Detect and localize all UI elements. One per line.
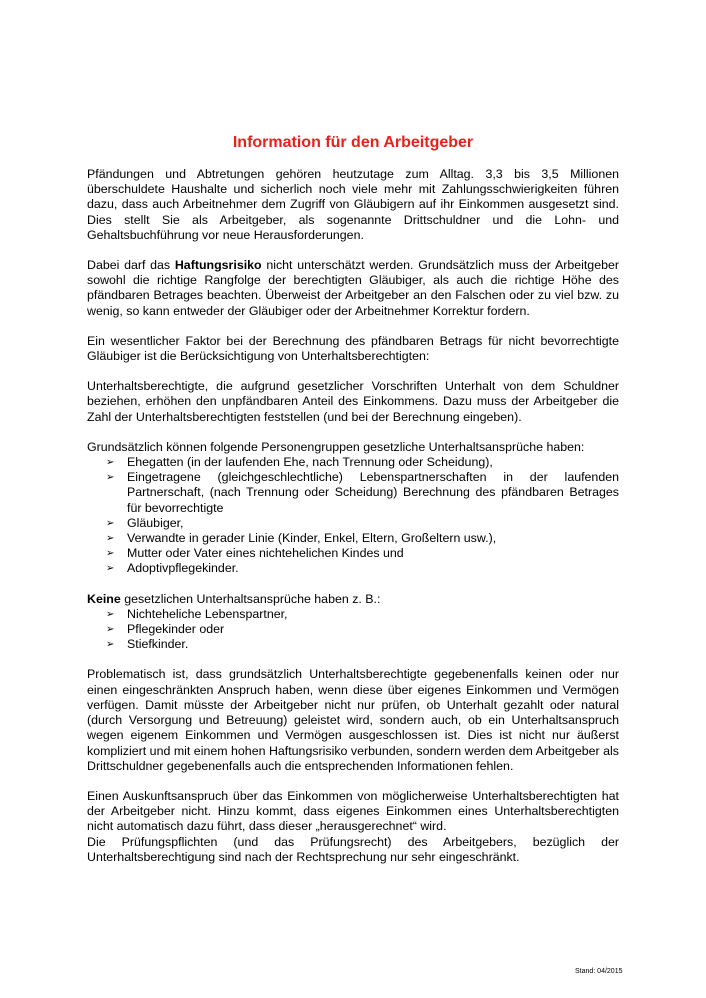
liability-keyword: Haftungsrisiko [174,258,262,273]
information-claim-paragraph: Einen Auskunftsanspruch über das Einkommen von möglicherweise Unterhaltsberechtigten hat der Arbeitgeber nicht. Hinzu kommt, dass eigenes Einkommen eines Unterhaltsberechtigten nicht automatisch dazu führt, dass dieser „herausgerechnet“ wird. [87,788,619,834]
list-item: ➢ Pflegekinder oder [106,622,225,637]
arrow-bullet-icon: ➢ [106,563,115,575]
list-item: ➢ Eingetragene (gleichgeschlechtliche) Lebenspartnerschaften in der laufenden Partnerschaft, (nach Trennung oder Scheidung) Berechnung des pfändbaren Betrages für bevorrechtigte [106,470,619,515]
non-entitled-list [87,607,619,653]
no-claims-keyword: Keine [87,591,121,606]
arrow-bullet-icon: ➢ [106,548,115,560]
groups-intro-paragraph: Grundsätzlich können folgende Personengruppen gesetzliche Unterhaltsansprüche haben: [87,439,585,454]
arrow-bullet-icon: ➢ [106,457,115,469]
entitled-groups-list [87,455,619,577]
problem-paragraph: Problematisch ist, dass grundsätzlich Unterhaltsberechtigte gegebenenfalls keinen oder nur einen eingeschränkten Anspruch haben, wenn diese über eigenes Einkommen und Vermögen verfügen. Damit müsste der Arbeitgeber nicht nur prüfen, ob Unterhalt gezahlt oder natural (durch Versorgung und Betreuung) geleistet wird, sondern auch, ob ein Unterhaltsanspruch wegen eigenem Einkommen und Vermögen ausgeschlossen ist. Dies ist nicht nur äußerst kompliziert und mit einem hohen Haftungsrisiko verbunden, sondern werden dem Arbeitgeber als Drittschuldner gegebenenfalls auch die entsprechenden Informationen fehlen. [87,667,619,773]
arrow-bullet-icon: ➢ [106,472,115,484]
liability-paragraph [87,258,619,319]
list-item: ➢ Adoptivpflegekinder. [106,561,239,576]
footer-date: Stand: 04/2015 [575,968,623,975]
duty-paragraph: Die Prüfungspflichten (und das Prüfungsrecht) des Arbeitgebers, bezüglich der Unterhaltsberechtigung sind nach der Rechtsprechung nur sehr eingeschränkt. [87,834,619,864]
page-title: Information für den Arbeitgeber [232,134,474,151]
arrow-bullet-icon: ➢ [106,624,115,636]
dependents-paragraph: Unterhaltsberechtigte, die aufgrund gesetzlicher Vorschriften Unterhalt von dem Schuldner beziehen, erhöhen den unpfändbaren Anteil des Einkommens. Dazu muss der Arbeitgeber die Zahl der Unterhaltsberechtigten feststellen (und bei der Berechnung eingeben). [87,379,619,424]
document-page [87,132,619,880]
list-item: ➢ Stiefkinder. [106,637,189,652]
factor-paragraph: Ein wesentlicher Faktor bei der Berechnung des pfändbaren Betrags für nicht bevorrechtigte Gläubiger ist die Berücksichtigung von Unterhaltsberechtigten: [87,333,619,364]
list-item: ➢ Nichteheliche Lebenspartner, [106,606,288,621]
list-item: ➢ Ehegatten (in der laufenden Ehe, nach Trennung oder Scheidung), [106,455,493,470]
list-item: ➢ Verwandte in gerader Linie (Kinder, Enkel, Eltern, Großeltern usw.), [106,531,497,546]
arrow-bullet-icon: ➢ [106,517,115,529]
list-item: ➢ Gläubiger, [106,515,184,530]
no-claims-text: gesetzlichen Unterhaltsansprüche haben z. B.: [120,591,381,606]
arrow-bullet-icon: ➢ [106,608,115,620]
intro-paragraph: Pfändungen und Abtretungen gehören heutzutage zum Alltag. 3,3 bis 3,5 Millionen überschuldete Haushalte und sicherlich noch viele mehr mit Zahlungsschwierigkeiten führen dazu, dass auch Arbeitnehmer dem Zugriff von Gläubigern auf ihr Einkommen ausgesetzt sind. Dies stellt Sie als Arbeitgeber, als sogenannte Drittschuldner und die Lohn- und Gehaltsbuchführung vor neue Herausforderungen. [87,167,619,242]
liability-text-after: nicht unterschätzt werden. Grundsätzlich muss der Arbeitgeber sowohl die richtige Rangfolge der berechtigten Gläubiger, als auch die richtige Höhe des pfändbaren Betrages beachten. Überweist der Arbeitgeber an den Falschen oder zu viel bzw. zu wenig, so kann entweder der Gläubiger oder der Arbeitnehmer Korrektur fordern. [87,258,619,318]
no-claims-paragraph [87,592,619,607]
arrow-bullet-icon: ➢ [106,639,115,651]
list-item: ➢ Mutter oder Vater eines nichtehelichen Kindes und [106,546,404,561]
liability-text-before: Dabei darf das [87,258,175,273]
arrow-bullet-icon: ➢ [106,533,115,545]
